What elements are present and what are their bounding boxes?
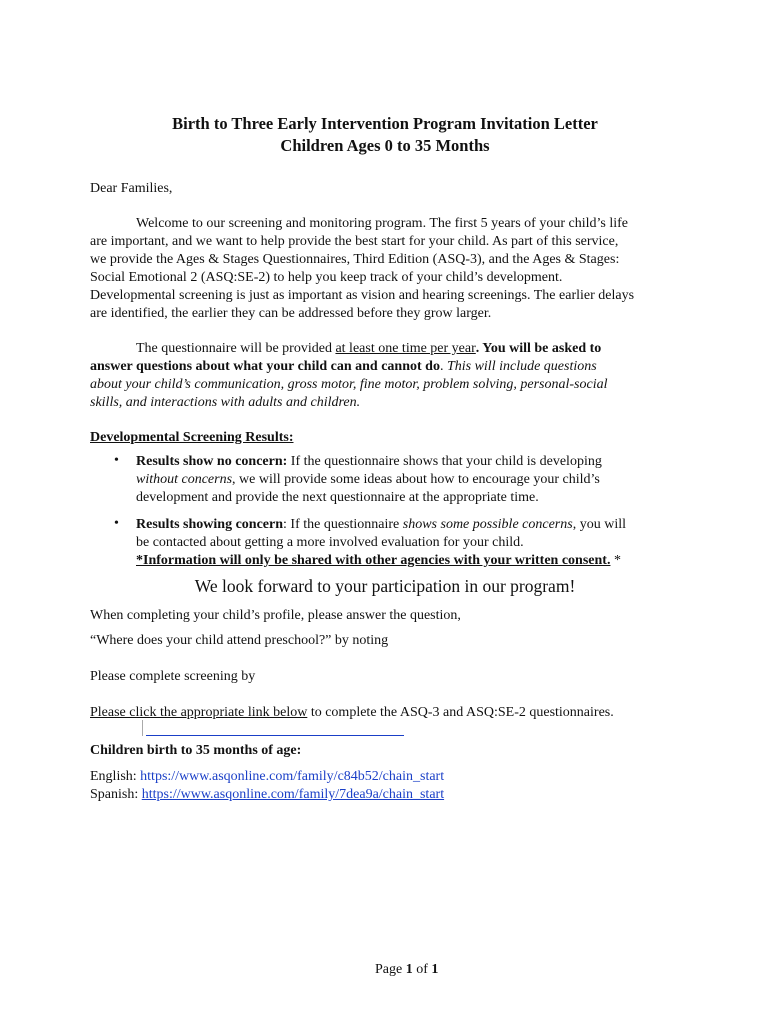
greeting: Dear Families, [90,181,173,196]
result2-line-3 [136,552,621,570]
para1-line: Social Emotional 2 (ASQ:SE-2) to help you keep track of your child’s development. [90,270,563,285]
spanish-link[interactable]: https://www.asqonline.com/family/7dea9a/chain_start [141,787,445,802]
para2-italic-text: This will include questions [446,359,597,374]
para1-line: Developmental screening is just as important as vision and hearing screenings. The earlier delays [90,288,635,303]
para2-line-3: about your child’s communication, gross motor, fine motor, problem solving, personal-social [90,377,608,392]
page-of: of [412,962,432,977]
spanish-label: Spanish: [90,787,142,802]
para1-line: we provide the Ages & Stages Questionnaires, Third Edition (ASQ-3), and the Ages & Stages: [90,252,620,267]
english-link[interactable]: https://www.asqonline.com/family/c84b52/chain_start [140,769,445,784]
result2-text: : If the questionnaire [283,517,403,532]
page-total: 1 [431,962,439,977]
title-line-2: Children Ages 0 to 35 Months [280,136,490,155]
result1-text: , we will provide some ideas about how to encourage your child’s [232,472,600,487]
para2-text: The questionnaire will be provided [136,341,336,356]
para2-bold-text: answer questions about what your child can and cannot do [90,359,440,374]
title-line-1: Birth to Three Early Intervention Program Invitation Letter [172,114,598,133]
result1-line-2 [136,471,600,489]
result2-line-1 [136,516,626,534]
english-link-row [90,768,444,786]
result1-text: If the questionnaire shows that your child is developing [287,454,602,469]
result1-line-3: development and provide the next questionnaire at the appropriate time. [136,490,539,505]
result1-line-1 [136,453,602,471]
english-label: English: [90,769,141,784]
para2-line-1 [136,340,601,358]
result2-italic: shows some possible concerns [402,517,573,532]
page-footer [375,961,438,979]
page-current: 1 [405,962,413,977]
para2-bold-text: . You will be asked to [475,341,602,356]
para2-line-4: skills, and interactions with adults and children. [90,395,361,410]
consent-notice: *Information will only be shared with other agencies with your written consent. [136,553,611,568]
result2-line-2: be contacted about getting a more involved evaluation for your child. [136,535,524,550]
results-heading: Developmental Screening Results: [90,430,294,445]
click-instruction-underlined: Please click the appropriate link below [90,705,308,720]
result2-text: , you will [572,517,626,532]
consent-tail: * [610,553,621,568]
blank-link-underline [146,735,404,736]
result2-label: Results showing concern [136,517,284,532]
para1-line: are important, and we want to help provide the best start for your child. As part of this service, [90,234,619,249]
para1-line: Welcome to our screening and monitoring program. The first 5 years of your child’s life [136,216,628,231]
look-forward-line: We look forward to your participation in our program! [194,576,576,596]
click-instruction-text: to complete the ASQ-3 and ASQ:SE-2 questionnaires. [307,705,614,720]
para2-text: . [439,359,447,374]
bullet-icon: • [114,453,119,468]
profile-line-1: When completing your child’s profile, please answer the question, [90,608,461,623]
para2-underlined-frequency: at least one time per year [335,341,476,356]
profile-line-2: “Where does your child attend preschool?” by noting [90,633,389,648]
page-word: Page [375,962,406,977]
para2-line-2 [90,358,597,376]
result1-label: Results show no concern: [136,454,288,469]
spanish-link-row [90,786,444,804]
text-cursor-mark [142,720,143,736]
click-instruction [90,704,614,722]
complete-by-line: Please complete screening by [90,669,256,684]
para1-line: are identified, the earlier they can be addressed before they grow larger. [90,306,492,321]
bullet-icon: • [114,516,119,531]
age-heading: Children birth to 35 months of age: [90,743,302,758]
result1-italic: without concerns [136,472,233,487]
